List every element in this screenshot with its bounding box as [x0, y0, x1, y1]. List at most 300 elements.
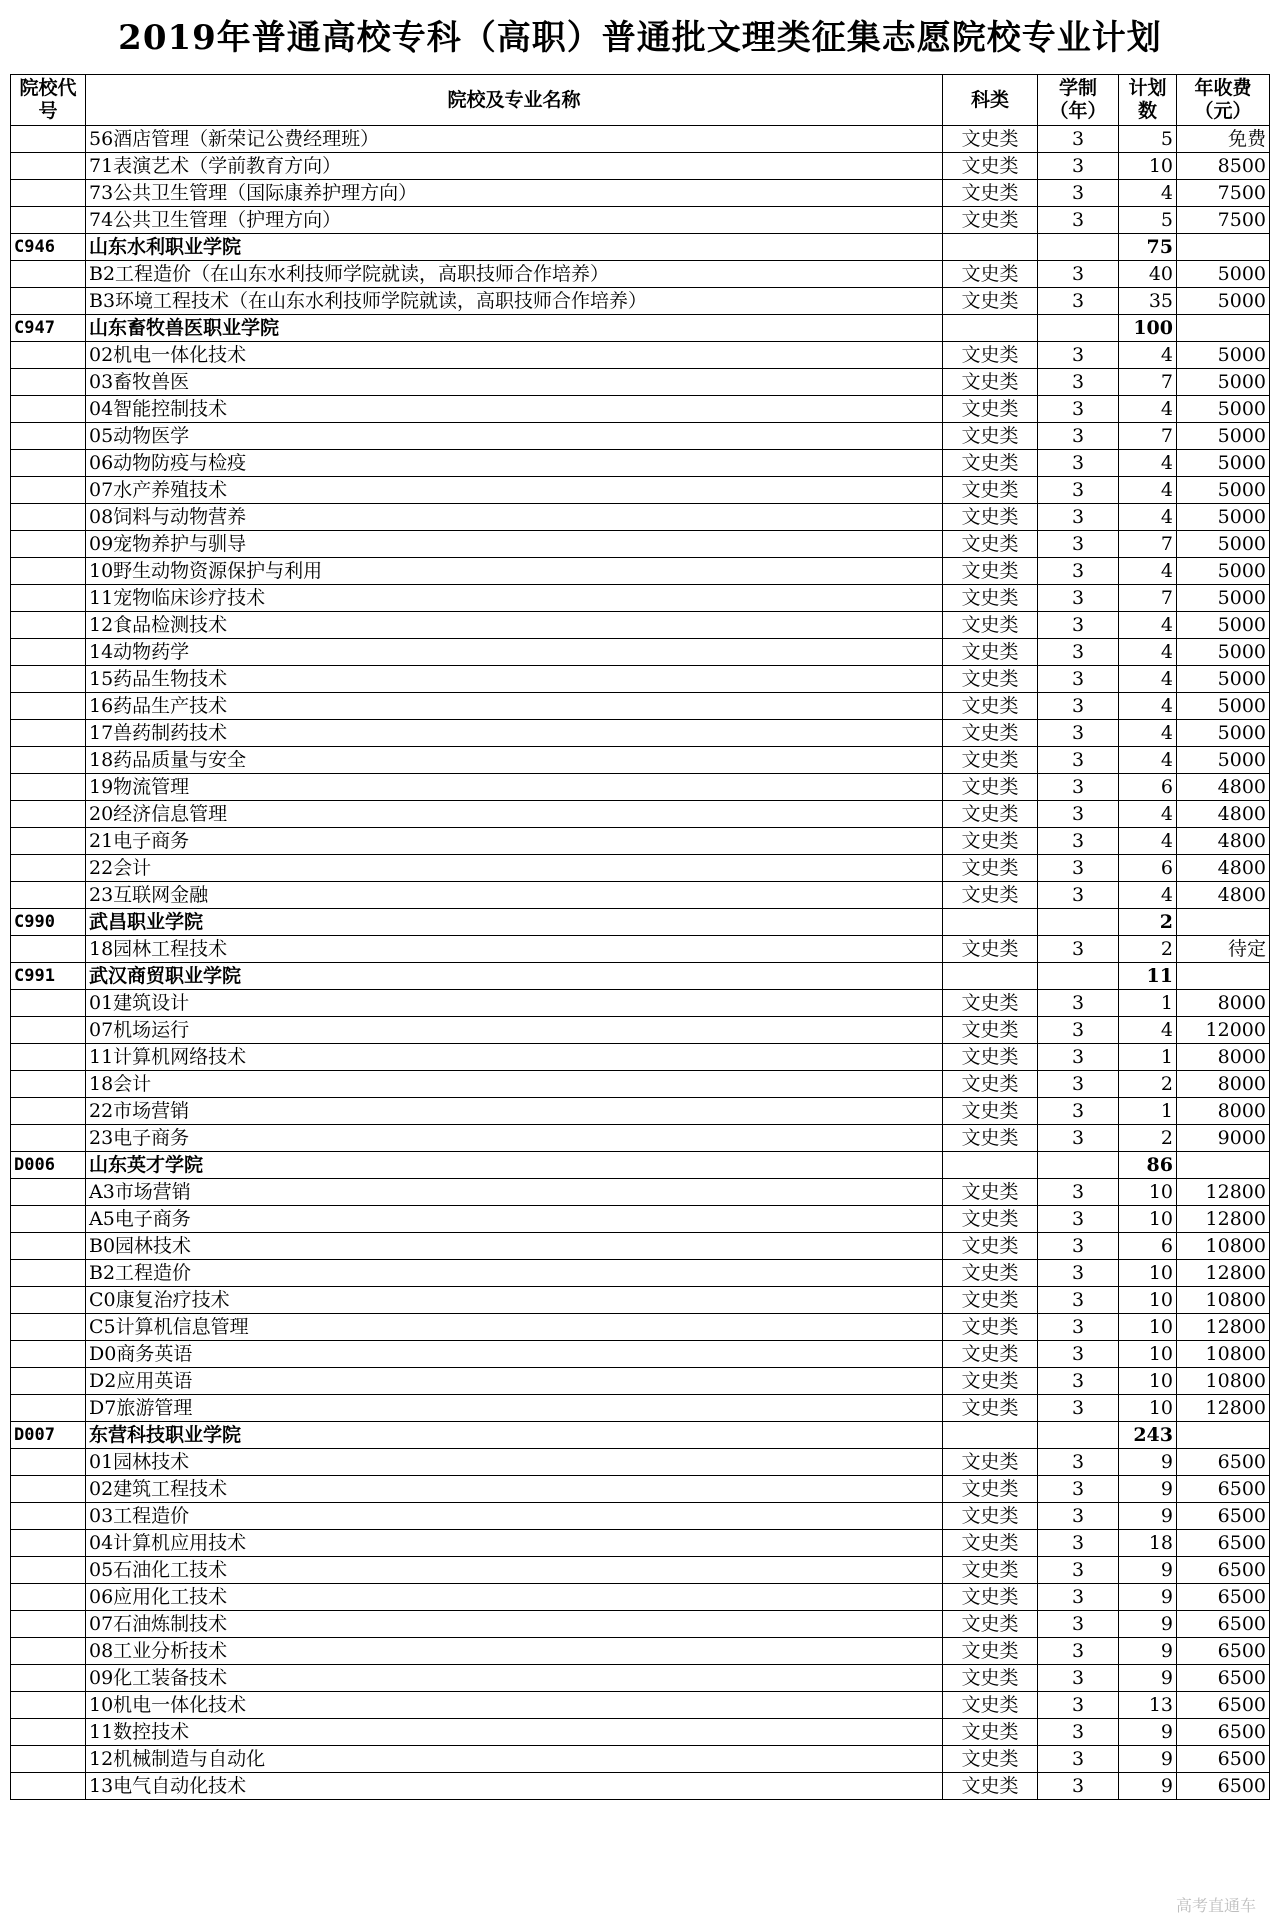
row-code: C991	[11, 963, 86, 990]
row-plan: 9	[1119, 1503, 1177, 1530]
row-fee	[1177, 909, 1270, 936]
row-plan: 9	[1119, 1665, 1177, 1692]
row-subject	[943, 909, 1038, 936]
row-name: 02建筑工程技术	[86, 1476, 943, 1503]
row-fee: 6500	[1177, 1449, 1270, 1476]
major-row	[11, 1017, 1270, 1044]
row-code	[11, 801, 86, 828]
row-name: D0商务英语	[86, 1341, 943, 1368]
row-name: 56酒店管理（新荣记公费经理班）	[86, 126, 943, 153]
row-code	[11, 1638, 86, 1665]
row-years: 3	[1038, 801, 1119, 828]
row-code	[11, 1449, 86, 1476]
row-name: 21电子商务	[86, 828, 943, 855]
row-subject: 文史类	[943, 1773, 1038, 1800]
row-plan: 4	[1119, 720, 1177, 747]
row-subject: 文史类	[943, 153, 1038, 180]
row-fee: 12000	[1177, 1017, 1270, 1044]
school-row	[11, 1152, 1270, 1179]
row-code	[11, 180, 86, 207]
row-code	[11, 1584, 86, 1611]
major-row	[11, 693, 1270, 720]
row-subject: 文史类	[943, 1206, 1038, 1233]
row-name: 03工程造价	[86, 1503, 943, 1530]
row-plan: 4	[1119, 612, 1177, 639]
major-row	[11, 990, 1270, 1017]
row-years: 3	[1038, 693, 1119, 720]
major-row	[11, 1692, 1270, 1719]
row-subject: 文史类	[943, 774, 1038, 801]
row-fee: 免费	[1177, 126, 1270, 153]
row-code	[11, 1476, 86, 1503]
major-row	[11, 1665, 1270, 1692]
row-name: B2工程造价	[86, 1260, 943, 1287]
major-row	[11, 261, 1270, 288]
major-row	[11, 774, 1270, 801]
row-fee: 5000	[1177, 342, 1270, 369]
row-fee: 5000	[1177, 666, 1270, 693]
row-plan: 6	[1119, 774, 1177, 801]
row-subject: 文史类	[943, 1530, 1038, 1557]
row-plan: 9	[1119, 1719, 1177, 1746]
header-plan: 计划数	[1119, 75, 1177, 126]
row-code	[11, 1746, 86, 1773]
row-years: 3	[1038, 396, 1119, 423]
row-code	[11, 450, 86, 477]
row-years: 3	[1038, 207, 1119, 234]
row-years: 3	[1038, 369, 1119, 396]
major-row	[11, 531, 1270, 558]
row-years: 3	[1038, 1773, 1119, 1800]
row-name: B2工程造价（在山东水利技师学院就读，高职技师合作培养）	[86, 261, 943, 288]
row-fee: 8000	[1177, 1044, 1270, 1071]
row-subject: 文史类	[943, 261, 1038, 288]
row-name: 东营科技职业学院	[86, 1422, 943, 1449]
row-fee: 12800	[1177, 1314, 1270, 1341]
row-name: 20经济信息管理	[86, 801, 943, 828]
row-code	[11, 1125, 86, 1152]
row-code	[11, 828, 86, 855]
row-code	[11, 1368, 86, 1395]
plan-table	[10, 74, 1270, 1800]
row-code	[11, 1719, 86, 1746]
row-plan: 40	[1119, 261, 1177, 288]
major-row	[11, 1368, 1270, 1395]
row-fee: 4800	[1177, 882, 1270, 909]
row-code	[11, 1017, 86, 1044]
row-name: D7旅游管理	[86, 1395, 943, 1422]
row-code: D007	[11, 1422, 86, 1449]
row-fee: 8000	[1177, 990, 1270, 1017]
row-subject: 文史类	[943, 396, 1038, 423]
major-row	[11, 558, 1270, 585]
row-plan: 2	[1119, 936, 1177, 963]
row-years: 3	[1038, 1125, 1119, 1152]
row-plan: 10	[1119, 1341, 1177, 1368]
row-plan: 4	[1119, 639, 1177, 666]
row-fee: 9000	[1177, 1125, 1270, 1152]
row-code	[11, 1773, 86, 1800]
row-years	[1038, 963, 1119, 990]
row-fee: 6500	[1177, 1692, 1270, 1719]
row-years: 3	[1038, 558, 1119, 585]
row-subject: 文史类	[943, 1449, 1038, 1476]
row-subject: 文史类	[943, 531, 1038, 558]
row-fee: 5000	[1177, 369, 1270, 396]
row-years: 3	[1038, 1071, 1119, 1098]
row-fee: 5000	[1177, 585, 1270, 612]
row-name: B3环境工程技术（在山东水利技师学院就读，高职技师合作培养）	[86, 288, 943, 315]
row-fee: 5000	[1177, 720, 1270, 747]
row-years: 3	[1038, 477, 1119, 504]
row-subject: 文史类	[943, 1017, 1038, 1044]
row-subject: 文史类	[943, 1368, 1038, 1395]
row-years: 3	[1038, 1611, 1119, 1638]
row-years: 3	[1038, 1692, 1119, 1719]
header-years: 学制（年）	[1038, 75, 1119, 126]
major-row	[11, 1557, 1270, 1584]
header-subject: 科类	[943, 75, 1038, 126]
row-fee: 10800	[1177, 1233, 1270, 1260]
row-fee: 12800	[1177, 1179, 1270, 1206]
major-row	[11, 1719, 1270, 1746]
row-name: C5计算机信息管理	[86, 1314, 943, 1341]
row-subject: 文史类	[943, 1044, 1038, 1071]
row-fee: 6500	[1177, 1773, 1270, 1800]
row-code	[11, 1665, 86, 1692]
row-years: 3	[1038, 153, 1119, 180]
row-years: 3	[1038, 639, 1119, 666]
row-subject: 文史类	[943, 1341, 1038, 1368]
row-years: 3	[1038, 1314, 1119, 1341]
row-name: 01建筑设计	[86, 990, 943, 1017]
row-subject: 文史类	[943, 369, 1038, 396]
row-years: 3	[1038, 990, 1119, 1017]
row-fee: 5000	[1177, 288, 1270, 315]
major-row	[11, 1773, 1270, 1800]
row-fee: 12800	[1177, 1395, 1270, 1422]
row-name: 12机械制造与自动化	[86, 1746, 943, 1773]
row-fee: 6500	[1177, 1476, 1270, 1503]
row-fee: 5000	[1177, 477, 1270, 504]
row-code	[11, 1503, 86, 1530]
row-fee: 10800	[1177, 1287, 1270, 1314]
row-plan: 6	[1119, 855, 1177, 882]
row-fee: 5000	[1177, 423, 1270, 450]
row-fee: 10800	[1177, 1368, 1270, 1395]
major-row	[11, 342, 1270, 369]
row-fee: 4800	[1177, 828, 1270, 855]
row-code	[11, 1530, 86, 1557]
row-code: C947	[11, 315, 86, 342]
major-row	[11, 207, 1270, 234]
major-row	[11, 882, 1270, 909]
major-row	[11, 1476, 1270, 1503]
row-code	[11, 936, 86, 963]
row-fee: 7500	[1177, 180, 1270, 207]
major-row	[11, 1746, 1270, 1773]
row-code	[11, 396, 86, 423]
row-years: 3	[1038, 1044, 1119, 1071]
row-plan: 4	[1119, 477, 1177, 504]
row-years: 3	[1038, 585, 1119, 612]
row-subject	[943, 963, 1038, 990]
row-subject: 文史类	[943, 1125, 1038, 1152]
major-row	[11, 450, 1270, 477]
row-name: 18园林工程技术	[86, 936, 943, 963]
row-code	[11, 558, 86, 585]
row-years: 3	[1038, 1395, 1119, 1422]
major-row	[11, 1341, 1270, 1368]
row-subject: 文史类	[943, 612, 1038, 639]
row-subject: 文史类	[943, 450, 1038, 477]
row-plan: 7	[1119, 531, 1177, 558]
row-plan: 4	[1119, 450, 1177, 477]
row-name: 18药品质量与安全	[86, 747, 943, 774]
major-row	[11, 1179, 1270, 1206]
major-row	[11, 153, 1270, 180]
major-row	[11, 423, 1270, 450]
row-years: 3	[1038, 1098, 1119, 1125]
row-fee: 5000	[1177, 558, 1270, 585]
row-years: 3	[1038, 720, 1119, 747]
major-row	[11, 855, 1270, 882]
row-code	[11, 504, 86, 531]
row-subject: 文史类	[943, 666, 1038, 693]
row-name: 71表演艺术（学前教育方向）	[86, 153, 943, 180]
row-fee: 4800	[1177, 855, 1270, 882]
row-subject: 文史类	[943, 828, 1038, 855]
row-years: 3	[1038, 1287, 1119, 1314]
row-years: 3	[1038, 747, 1119, 774]
row-code	[11, 1260, 86, 1287]
row-years: 3	[1038, 342, 1119, 369]
row-subject: 文史类	[943, 423, 1038, 450]
row-plan: 7	[1119, 585, 1177, 612]
major-row	[11, 1395, 1270, 1422]
row-subject	[943, 315, 1038, 342]
row-subject: 文史类	[943, 1071, 1038, 1098]
row-name: 10野生动物资源保护与利用	[86, 558, 943, 585]
row-name: 山东英才学院	[86, 1152, 943, 1179]
row-plan: 4	[1119, 693, 1177, 720]
row-subject: 文史类	[943, 585, 1038, 612]
row-subject: 文史类	[943, 504, 1038, 531]
row-name: 17兽药制药技术	[86, 720, 943, 747]
row-name: D2应用英语	[86, 1368, 943, 1395]
row-subject: 文史类	[943, 1098, 1038, 1125]
row-name: 山东畜牧兽医职业学院	[86, 315, 943, 342]
row-subject: 文史类	[943, 207, 1038, 234]
row-subject: 文史类	[943, 1260, 1038, 1287]
row-plan: 4	[1119, 558, 1177, 585]
row-plan: 4	[1119, 666, 1177, 693]
row-subject: 文史类	[943, 936, 1038, 963]
row-plan: 4	[1119, 747, 1177, 774]
row-years: 3	[1038, 1260, 1119, 1287]
row-code	[11, 747, 86, 774]
major-row	[11, 585, 1270, 612]
row-code	[11, 990, 86, 1017]
row-code	[11, 666, 86, 693]
row-plan: 10	[1119, 1368, 1177, 1395]
row-subject: 文史类	[943, 639, 1038, 666]
row-code	[11, 612, 86, 639]
row-subject: 文史类	[943, 1179, 1038, 1206]
row-code	[11, 153, 86, 180]
row-fee: 6500	[1177, 1530, 1270, 1557]
row-fee: 8000	[1177, 1098, 1270, 1125]
row-code	[11, 1341, 86, 1368]
row-years: 3	[1038, 531, 1119, 558]
major-row	[11, 1287, 1270, 1314]
row-fee: 待定	[1177, 936, 1270, 963]
row-fee: 4800	[1177, 801, 1270, 828]
row-name: 10机电一体化技术	[86, 1692, 943, 1719]
row-code	[11, 1071, 86, 1098]
row-code	[11, 1692, 86, 1719]
row-subject: 文史类	[943, 558, 1038, 585]
row-name: 武昌职业学院	[86, 909, 943, 936]
row-fee: 6500	[1177, 1746, 1270, 1773]
major-row	[11, 1260, 1270, 1287]
major-row	[11, 612, 1270, 639]
row-name: 18会计	[86, 1071, 943, 1098]
row-years: 3	[1038, 1449, 1119, 1476]
row-years: 3	[1038, 1638, 1119, 1665]
row-name: 武汉商贸职业学院	[86, 963, 943, 990]
row-subject	[943, 1152, 1038, 1179]
row-years	[1038, 1152, 1119, 1179]
row-plan: 1	[1119, 1044, 1177, 1071]
school-row	[11, 1422, 1270, 1449]
row-name: C0康复治疗技术	[86, 1287, 943, 1314]
row-name: 06应用化工技术	[86, 1584, 943, 1611]
row-code	[11, 261, 86, 288]
row-plan: 10	[1119, 1260, 1177, 1287]
row-years: 3	[1038, 1584, 1119, 1611]
table-body	[11, 126, 1270, 1800]
header-name: 院校及专业名称	[86, 75, 943, 126]
row-name: 11计算机网络技术	[86, 1044, 943, 1071]
header-fee: 年收费（元）	[1177, 75, 1270, 126]
row-name: 07石油炼制技术	[86, 1611, 943, 1638]
major-row	[11, 396, 1270, 423]
row-fee: 5000	[1177, 504, 1270, 531]
row-name: 01园林技术	[86, 1449, 943, 1476]
row-fee: 4800	[1177, 774, 1270, 801]
row-plan: 7	[1119, 423, 1177, 450]
row-plan: 18	[1119, 1530, 1177, 1557]
major-row	[11, 1071, 1270, 1098]
row-name: A3市场营销	[86, 1179, 943, 1206]
row-plan: 10	[1119, 153, 1177, 180]
row-fee	[1177, 963, 1270, 990]
row-plan: 4	[1119, 342, 1177, 369]
school-row	[11, 315, 1270, 342]
major-row	[11, 504, 1270, 531]
row-name: 09宠物养护与驯导	[86, 531, 943, 558]
row-subject: 文史类	[943, 1233, 1038, 1260]
row-plan: 7	[1119, 369, 1177, 396]
major-row	[11, 477, 1270, 504]
row-years: 3	[1038, 288, 1119, 315]
row-name: 06动物防疫与检疫	[86, 450, 943, 477]
row-plan: 100	[1119, 315, 1177, 342]
row-code	[11, 1179, 86, 1206]
major-row	[11, 1584, 1270, 1611]
row-code	[11, 720, 86, 747]
row-code	[11, 126, 86, 153]
row-plan: 9	[1119, 1746, 1177, 1773]
row-subject: 文史类	[943, 990, 1038, 1017]
row-name: 11宠物临床诊疗技术	[86, 585, 943, 612]
row-code	[11, 1206, 86, 1233]
row-plan: 9	[1119, 1557, 1177, 1584]
row-fee: 5000	[1177, 396, 1270, 423]
row-subject: 文史类	[943, 801, 1038, 828]
row-plan: 5	[1119, 126, 1177, 153]
row-subject: 文史类	[943, 1692, 1038, 1719]
row-fee: 5000	[1177, 261, 1270, 288]
major-row	[11, 720, 1270, 747]
row-code	[11, 855, 86, 882]
row-plan: 4	[1119, 1017, 1177, 1044]
row-plan: 5	[1119, 207, 1177, 234]
row-years: 3	[1038, 612, 1119, 639]
row-fee: 6500	[1177, 1503, 1270, 1530]
row-code	[11, 342, 86, 369]
row-name: 16药品生产技术	[86, 693, 943, 720]
row-code: C990	[11, 909, 86, 936]
major-row	[11, 1206, 1270, 1233]
row-plan: 35	[1119, 288, 1177, 315]
row-years: 3	[1038, 666, 1119, 693]
row-years: 3	[1038, 828, 1119, 855]
row-plan: 10	[1119, 1314, 1177, 1341]
row-name: 13电气自动化技术	[86, 1773, 943, 1800]
row-fee: 5000	[1177, 639, 1270, 666]
row-name: A5电子商务	[86, 1206, 943, 1233]
row-years: 3	[1038, 261, 1119, 288]
row-plan: 9	[1119, 1611, 1177, 1638]
major-row	[11, 828, 1270, 855]
row-subject: 文史类	[943, 1746, 1038, 1773]
row-subject: 文史类	[943, 747, 1038, 774]
row-subject: 文史类	[943, 477, 1038, 504]
row-plan: 9	[1119, 1773, 1177, 1800]
row-subject: 文史类	[943, 180, 1038, 207]
major-row	[11, 1611, 1270, 1638]
row-fee: 8000	[1177, 1071, 1270, 1098]
major-row	[11, 801, 1270, 828]
row-name: 山东水利职业学院	[86, 234, 943, 261]
row-subject: 文史类	[943, 1287, 1038, 1314]
row-code	[11, 1044, 86, 1071]
row-code: D006	[11, 1152, 86, 1179]
row-name: 73公共卫生管理（国际康养护理方向）	[86, 180, 943, 207]
row-subject: 文史类	[943, 342, 1038, 369]
row-years: 3	[1038, 1557, 1119, 1584]
row-subject: 文史类	[943, 855, 1038, 882]
row-name: 02机电一体化技术	[86, 342, 943, 369]
major-row	[11, 369, 1270, 396]
row-plan: 13	[1119, 1692, 1177, 1719]
row-fee: 5000	[1177, 693, 1270, 720]
row-fee	[1177, 1152, 1270, 1179]
row-years: 3	[1038, 1665, 1119, 1692]
row-name: 04计算机应用技术	[86, 1530, 943, 1557]
